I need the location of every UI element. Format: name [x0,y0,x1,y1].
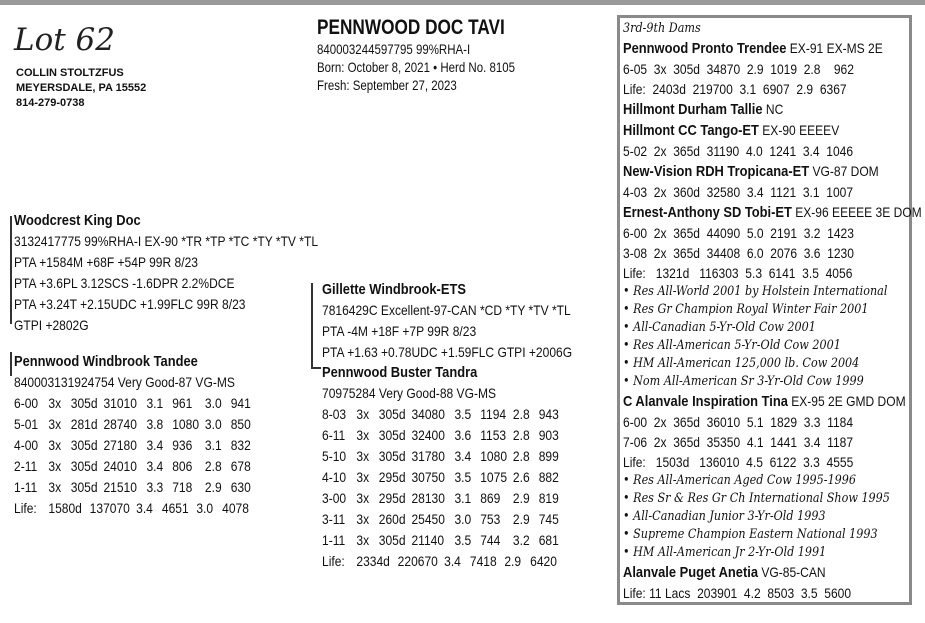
life-cell: 3.0 [196,500,214,516]
record-cell: 34080 [411,406,445,422]
ancestor-classification: EX-95 2E GMD DOM [787,393,906,409]
life-cell: 220670 [397,553,438,569]
record-cell: 3.1 [204,437,222,453]
record-row [322,530,570,551]
record-cell: 882 [538,469,559,485]
mgd-id: 70975284 Very Good-88 VG-MS [322,385,497,401]
ancestor-classification: EX-91 EX-MS 2E [786,40,883,56]
consignor-name: COLLIN STOLTZFUS [16,67,124,79]
life-cell: Life: [322,553,345,569]
record-cell: 1-11 [322,532,346,548]
lot-number: Lot 62 [14,22,116,58]
record-row [14,435,262,456]
record-cell: 3.5 [454,406,472,422]
record-cell: 3x [356,532,370,548]
record-line: 6-00 2x 365d 44090 5.0 2191 3.2 1423 [623,225,854,241]
life-cell: 4651 [161,500,189,516]
record-cell: 3x [48,458,62,474]
consignor-city: MEYERSDALE, PA 15552 [16,82,147,94]
life-cell: 137070 [89,500,130,516]
record-cell: 2-11 [14,458,38,474]
record-row [14,456,262,477]
record-cell: 3.4 [454,448,472,464]
record-row [322,404,570,425]
ancestor-line [623,99,922,120]
dam-name: Pennwood Windbrook Tandee [14,353,198,370]
mgs-name: Gillette Windbrook-ETS [322,281,466,298]
record-cell: 28130 [411,490,445,506]
honor-line: • All-Canadian 5-Yr-Old Cow 2001 [623,320,816,335]
record-cell: 3x [48,395,62,411]
record-row [322,509,570,530]
record-cell: 819 [538,490,559,506]
record-cell: 2.6 [512,469,530,485]
honor-line: • Res All-American 5-Yr-Old Cow 2001 [623,338,841,353]
record-cell: 2.9 [512,511,530,527]
record-cell: 3x [48,437,62,453]
record-line: Life: 11 Lacs 203901 4.2 8503 3.5 5600 [623,585,852,601]
record-cell: 305d [70,479,98,495]
honor-line: • Res Gr Champion Royal Winter Fair 2001 [623,302,869,317]
sire-line: PTA +3.24T +2.15UDC +1.99FLC 99R 8/23 [14,296,246,312]
record-cell: 3.5 [454,469,472,485]
record-line: 4-03 2x 360d 32580 3.4 1121 3.1 1007 [623,184,854,200]
record-cell: 936 [172,437,193,453]
record-line: Life: 1503d 136010 4.5 6122 3.3 4555 [623,454,854,470]
record-cell: 899 [538,448,559,464]
record-cell: 832 [230,437,251,453]
record-cell: 1080 [172,416,200,432]
ancestor-line [623,38,922,59]
record-cell: 1080 [480,448,508,464]
record-cell: 941 [230,395,251,411]
record-cell: 753 [480,511,501,527]
honor-line: • Res All-World 2001 by Holstein International [623,284,888,299]
animal-header [317,16,559,94]
record-cell: 3.6 [454,427,472,443]
record-cell: 1075 [480,469,508,485]
sire-line: PTA +1584M +68F +54P 99R 8/23 [14,254,198,270]
sire-line: GTPI +2802G [14,317,89,333]
record-cell: 850 [230,416,251,432]
record-cell: 943 [538,406,559,422]
record-cell: 3.4 [146,458,164,474]
life-row [14,498,262,519]
dam-block [14,351,262,519]
animal-name: PENNWOOD DOC TAVI [317,16,505,39]
record-cell: 3.3 [146,479,164,495]
record-cell: 3.0 [454,511,472,527]
record-cell: 305d [70,437,98,453]
consignor-block [16,66,146,111]
ancestor-name: Ernest-Anthony SD Tobi-ET [623,204,792,221]
record-cell: 869 [480,490,501,506]
record-cell: 305d [378,406,406,422]
record-cell: 3.0 [204,416,222,432]
record-cell: 3x [356,448,370,464]
record-cell: 961 [172,395,193,411]
record-cell: 3.5 [454,532,472,548]
record-cell: 1194 [480,406,507,422]
record-cell: 2.8 [204,458,222,474]
record-cell: 5-10 [322,448,347,464]
ancestor-name: New-Vision RDH Tropicana-ET [623,163,810,180]
record-cell: 305d [378,532,406,548]
ancestor-line [623,202,922,223]
record-cell: 6-11 [322,427,346,443]
record-cell: 3x [356,427,370,443]
record-line: Life: 1321d 116303 5.3 6141 3.5 4056 [623,265,853,281]
record-line: 3-08 2x 365d 34408 6.0 2076 3.6 1230 [623,245,854,261]
record-cell: 305d [378,427,406,443]
record-cell: 2.8 [512,427,530,443]
record-cell: 2.8 [512,406,530,422]
record-cell: 1-11 [14,479,38,495]
honor-line: • Nom All-American Sr 3-Yr-Old Cow 1999 [623,374,864,389]
record-cell: 5-01 [14,416,39,432]
life-cell: 2334d [356,553,390,569]
record-row [322,446,570,467]
record-cell: 31780 [411,448,445,464]
record-cell: 4-00 [14,437,39,453]
ancestor-classification: NC [762,101,784,117]
ancestor-line [623,161,922,182]
record-cell: 3x [48,416,62,432]
record-cell: 3x [356,490,370,506]
record-cell: 3x [356,469,370,485]
ancestor-classification: VG-87 DOM [809,163,879,179]
record-cell: 3-11 [322,511,346,527]
sire-bracket [10,216,12,324]
record-cell: 681 [538,532,559,548]
life-cell: 7418 [469,553,497,569]
mgd-name: Pennwood Buster Tandra [322,364,478,381]
record-cell: 295d [378,490,406,506]
record-cell: 3.0 [204,395,222,411]
dam-bracket [10,352,12,376]
dam-records [14,393,262,519]
ancestor-name: Alanvale Puget Anetia [623,564,759,581]
ancestor-line [623,562,922,583]
record-row [14,477,262,498]
record-cell: 281d [70,416,98,432]
record-cell: 295d [378,469,406,485]
honor-line: • Res Sr & Res Gr Ch International Show 1995 [623,491,890,506]
sire-block [14,210,318,336]
record-row [322,488,570,509]
record-cell: 260d [378,511,406,527]
animal-fresh: Fresh: September 27, 2023 [317,77,457,93]
honor-line: • All-Canadian Junior 3-Yr-Old 1993 [623,509,826,524]
record-cell: 30750 [411,469,445,485]
life-cell: 6420 [530,553,557,569]
mgs-block [322,279,572,363]
life-cell: Life: [14,500,37,516]
mgd-block [322,362,570,572]
record-cell: 3.8 [146,416,164,432]
dam-id: 840003131924754 Very Good-87 VG-MS [14,374,235,390]
record-cell: 3.1 [146,395,164,411]
consignor-phone: 814-279-0738 [16,97,85,109]
ancestor-classification: EX-96 EEEEE 3E DOM [791,204,922,220]
record-cell: 745 [538,511,559,527]
record-cell: 718 [172,479,193,495]
record-cell: 678 [230,458,251,474]
mgs-line: PTA -4M +18F +7P 99R 8/23 [322,323,477,339]
record-cell: 31010 [103,395,137,411]
record-cell: 21510 [103,479,137,495]
record-cell: 2.9 [512,490,530,506]
life-cell: 2.9 [504,553,522,569]
record-row [322,467,570,488]
record-cell: 3-00 [322,490,347,506]
record-line: 7-06 2x 365d 35350 4.1 1441 3.4 1187 [623,434,854,450]
record-cell: 32400 [411,427,445,443]
mgs-line: PTA +1.63 +0.78UDC +1.59FLC GTPI +2006G [322,344,573,360]
honor-line: • Res All-American Aged Cow 1995-1996 [623,473,857,488]
record-cell: 630 [230,479,251,495]
record-cell: 25450 [411,511,445,527]
record-cell: 21140 [411,532,445,548]
top-rule [0,0,925,5]
life-row [322,551,570,572]
record-line: 5-02 2x 365d 31190 4.0 1241 3.4 1046 [623,143,854,159]
ancestor-classification: EX-90 EEEEV [758,122,840,138]
dams-box-header: 3rd-9th Dams [623,21,701,36]
record-cell: 2.8 [512,448,530,464]
life-cell: 3.4 [444,553,461,569]
record-line: 6-00 2x 365d 36010 5.1 1829 3.3 1184 [623,414,854,430]
honor-line: • Supreme Champion Eastern National 1993 [623,527,878,542]
honor-line: • HM All-American 125,000 lb. Cow 2004 [623,356,860,371]
honor-line: • HM All-American Jr 2-Yr-Old 1991 [623,545,827,560]
record-row [14,393,262,414]
life-cell: 4078 [222,500,249,516]
ancestor-name: Pennwood Pronto Trendee [623,40,787,57]
record-cell: 3x [356,511,370,527]
record-cell: 305d [70,458,98,474]
ancestor-name: Hillmont CC Tango-ET [623,122,759,139]
record-cell: 8-03 [322,406,347,422]
record-cell: 24010 [103,458,137,474]
record-cell: 4-10 [322,469,347,485]
record-cell: 3x [48,479,62,495]
ancestor-name: Hillmont Durham Tallie [623,101,763,118]
record-cell: 3x [356,406,370,422]
record-cell: 6-00 [14,395,39,411]
sire-name: Woodcrest King Doc [14,212,141,229]
record-cell: 744 [480,532,501,548]
sire-line: 3132417775 99%RHA-I EX-90 *TR *TP *TC *TY *TV *TL [14,233,319,249]
record-row [14,414,262,435]
sire-line: PTA +3.6PL 3.12SCS -1.6DPR 2.2%DCE [14,275,235,291]
record-cell: 1153 [480,427,507,443]
mgd-bracket [311,367,321,369]
record-cell: 27180 [103,437,137,453]
record-line: Life: 2403d 219700 3.1 6907 2.9 6367 [623,81,847,97]
dams-box-content [623,19,922,603]
ancestor-classification: VG-85-CAN [758,564,826,580]
ancestor-line [623,391,922,412]
animal-born: Born: October 8, 2021 • Herd No. 8105 [317,59,516,75]
mgd-records [322,404,570,572]
record-line: 6-05 3x 305d 34870 2.9 1019 2.8 962 [623,61,854,77]
record-cell: 3.1 [454,490,472,506]
mgs-line: 7816429C Excellent-97-CAN *CD *TY *TV *TL [322,302,571,318]
record-cell: 903 [538,427,559,443]
record-cell: 28740 [103,416,137,432]
ancestor-name: C Alanvale Inspiration Tina [623,393,788,410]
record-cell: 3.2 [512,532,530,548]
life-cell: 1580d [48,500,82,516]
record-row [322,425,570,446]
record-cell: 3.4 [146,437,164,453]
record-cell: 2.9 [204,479,222,495]
record-cell: 305d [70,395,98,411]
ancestor-line [623,120,922,141]
life-cell: 3.4 [136,500,153,516]
animal-id: 840003244597795 99%RHA-I [317,41,471,57]
record-cell: 305d [378,448,406,464]
record-cell: 806 [172,458,193,474]
